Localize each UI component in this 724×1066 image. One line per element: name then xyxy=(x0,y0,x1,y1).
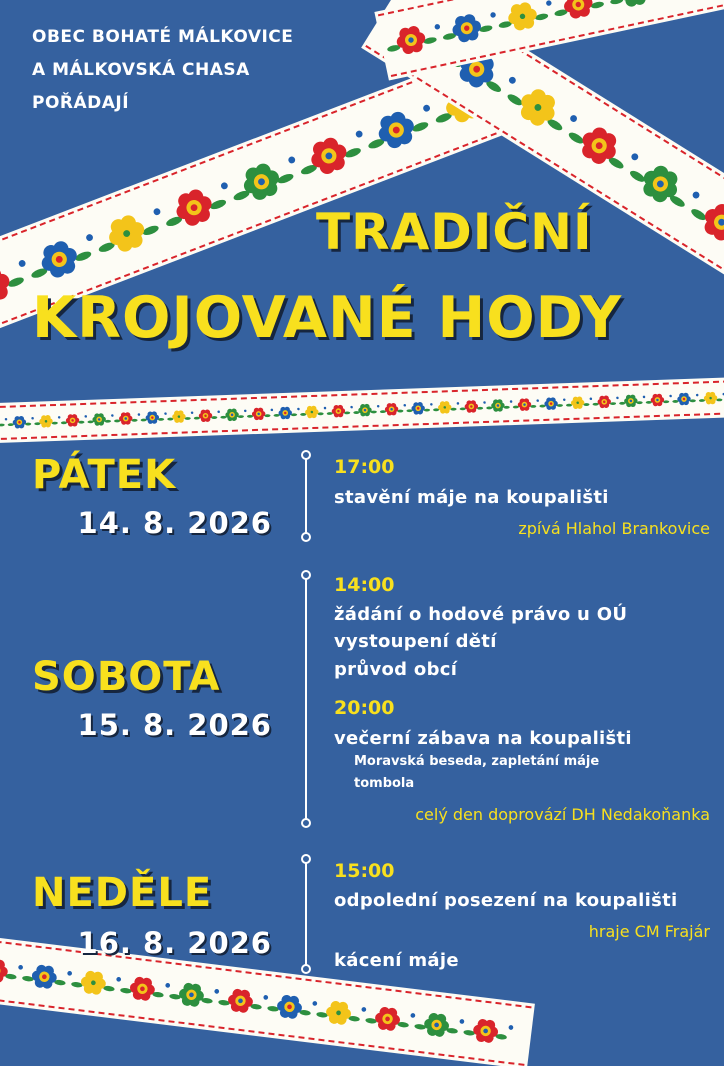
flower-motif xyxy=(439,9,500,47)
event-saturday-sub-1: Moravská beseda, zapletání máje xyxy=(354,754,599,769)
timeline-dot xyxy=(301,964,311,974)
date-friday: 14. 8. 2026 xyxy=(78,506,272,540)
flower-motif xyxy=(247,407,274,420)
flower-motif xyxy=(300,405,327,418)
flower-motif xyxy=(607,0,668,11)
flower-motif xyxy=(592,395,619,408)
timeline-dot xyxy=(301,854,311,864)
flower-motif xyxy=(23,230,102,287)
flower-motif xyxy=(551,0,612,23)
flower-motif xyxy=(194,409,221,422)
event-saturday-sub-2: tombola xyxy=(354,776,414,791)
flower-motif xyxy=(273,406,300,419)
time-saturday-1: 14:00 xyxy=(334,574,394,596)
performer-saturday: celý den doprovází DH Nedakoňanka xyxy=(415,805,710,824)
flower-motif xyxy=(87,413,114,426)
flower-motif xyxy=(158,178,237,235)
flower-motif xyxy=(502,76,580,142)
flower-motif xyxy=(167,410,194,423)
time-friday: 17:00 xyxy=(334,456,394,478)
title-line-1: TRADIČNÍ xyxy=(316,203,593,261)
flower-motif xyxy=(114,412,141,425)
flower-motif xyxy=(380,403,407,416)
flower-motif xyxy=(70,969,121,998)
flower-motif xyxy=(7,416,34,429)
flower-motif xyxy=(645,393,672,406)
flower-motif xyxy=(433,401,460,414)
event-saturday-2: vystoupení dětí xyxy=(334,631,497,652)
day-name-friday: PÁTEK xyxy=(32,452,176,498)
flower-motif xyxy=(563,115,641,181)
timeline-dot xyxy=(301,818,311,828)
flower-motif xyxy=(414,1011,465,1040)
day-name-saturday: SOBOTA xyxy=(32,654,220,700)
event-sunday-2: kácení máje xyxy=(334,950,459,971)
folk-ribbon-top-edge xyxy=(378,0,724,77)
flower-motif xyxy=(293,126,372,183)
timeline-dot xyxy=(301,450,311,460)
date-saturday: 15. 8. 2026 xyxy=(78,708,272,742)
flower-motif xyxy=(0,416,8,429)
flower-motif xyxy=(119,975,170,1004)
flower-motif xyxy=(672,392,699,405)
flower-motif xyxy=(266,993,317,1022)
time-sunday: 15:00 xyxy=(334,860,394,882)
flower-motif xyxy=(21,963,72,992)
flower-motif xyxy=(699,391,724,404)
flower-motif xyxy=(459,400,486,413)
folk-ribbon-middle xyxy=(0,379,724,440)
flower-motif xyxy=(61,414,88,427)
organizer-line-2: A MÁLKOVSKÁ CHASA xyxy=(32,60,250,80)
title-line-2: KROJOVANÉ HODY xyxy=(32,285,622,351)
flower-motif xyxy=(0,255,35,312)
timeline-sunday xyxy=(305,862,307,968)
flower-motif xyxy=(326,404,353,417)
performer-sunday: hraje CM Frajár xyxy=(589,922,710,941)
flower-motif xyxy=(686,191,724,257)
event-friday-1: stavění máje na koupališti xyxy=(334,487,609,508)
organizer-line-1: OBEC BOHATÉ MÁLKOVICE xyxy=(32,27,293,47)
flower-motif xyxy=(353,403,380,416)
flower-motif xyxy=(34,415,61,428)
flower-motif xyxy=(513,398,540,411)
flower-motif xyxy=(566,396,593,409)
time-saturday-2: 20:00 xyxy=(334,697,394,719)
flower-motif xyxy=(220,408,247,421)
flower-motif xyxy=(384,21,445,59)
flower-motif xyxy=(360,100,439,157)
timeline-friday xyxy=(305,456,307,538)
flower-motif xyxy=(539,397,566,410)
event-saturday-1: žádání o hodové právo u OÚ xyxy=(334,604,627,625)
day-name-sunday: NEDĚLE xyxy=(32,870,212,916)
flower-motif xyxy=(91,204,170,261)
flower-motif xyxy=(217,987,268,1016)
flower-motif xyxy=(140,411,167,424)
timeline-dot xyxy=(301,532,311,542)
date-sunday: 16. 8. 2026 xyxy=(78,926,272,960)
flower-motif xyxy=(315,999,366,1028)
flower-motif xyxy=(486,399,513,412)
flower-motif xyxy=(226,152,305,209)
event-saturday-3: průvod obcí xyxy=(334,659,457,680)
flower-motif xyxy=(624,153,702,219)
flower-motif xyxy=(619,394,646,407)
performer-friday: zpívá Hlahol Brankovice xyxy=(518,519,710,538)
timeline-saturday xyxy=(305,576,307,822)
organizer-line-3: POŘÁDAJÍ xyxy=(32,93,129,113)
flower-motif xyxy=(0,957,24,986)
flower-motif xyxy=(406,402,433,415)
timeline-dot xyxy=(301,570,311,580)
flower-motif xyxy=(168,981,219,1010)
flower-motif xyxy=(364,1005,415,1034)
event-saturday-4: večerní zábava na koupališti xyxy=(334,728,632,749)
flower-motif xyxy=(495,0,556,35)
flower-motif xyxy=(463,1017,514,1046)
event-sunday-1: odpolední posezení na koupališti xyxy=(334,890,677,911)
